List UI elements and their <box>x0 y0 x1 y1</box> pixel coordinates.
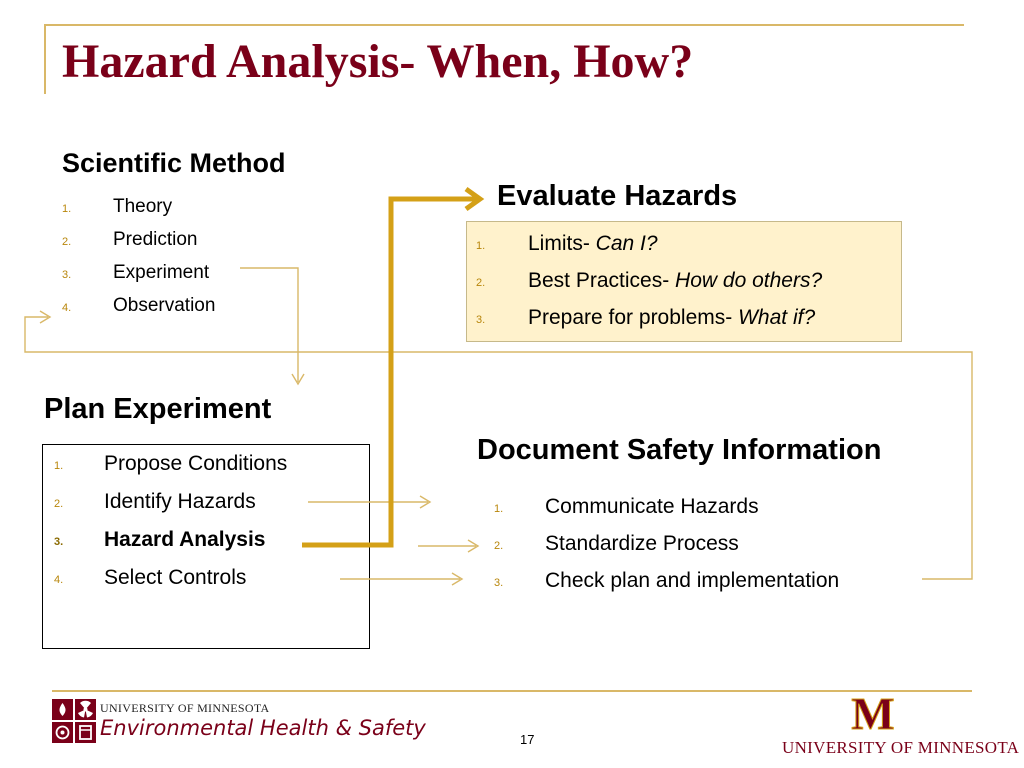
scientific-method-heading: Scientific Method <box>62 148 286 178</box>
document-safety-heading: Document Safety Information <box>477 434 882 466</box>
university-wordmark: UNIVERSITY OF MINNESOTA <box>782 738 1020 757</box>
evaluate-hazards-heading: Evaluate Hazards <box>497 180 738 212</box>
list-number: 1. <box>494 503 504 515</box>
list-number: 2. <box>476 277 486 289</box>
list-number: 4. <box>54 574 64 586</box>
slide-title: Hazard Analysis- When, How? <box>62 35 694 88</box>
page-number: 17 <box>520 732 535 747</box>
list-number: 2. <box>62 236 72 248</box>
item-text: Limits- <box>528 232 596 255</box>
list-number: 3. <box>54 536 64 548</box>
list-label: Theory <box>113 196 173 217</box>
list-label: Hazard Analysis <box>104 528 266 551</box>
list-number: 1. <box>54 460 64 472</box>
footer-department: Environmental Health & Safety <box>100 716 426 740</box>
list-label: Observation <box>113 295 216 316</box>
list-label: Experiment <box>113 262 210 283</box>
item-text: Best Practices- <box>528 269 676 292</box>
item-emphasis: How do others? <box>675 269 823 292</box>
arrow-experiment-to-plan <box>240 268 298 382</box>
item-text: Prepare for problems- <box>528 306 739 329</box>
footer-rule <box>52 690 972 692</box>
list-label: Prediction <box>113 229 198 250</box>
ehs-symbols-icon <box>52 699 96 743</box>
plan-experiment-heading: Plan Experiment <box>44 393 272 425</box>
list-number: 3. <box>62 269 72 281</box>
item-emphasis: What if? <box>738 306 816 329</box>
list-number: 2. <box>54 498 64 510</box>
list-number: 1. <box>62 203 72 215</box>
umn-block-m-logo <box>843 688 903 739</box>
list-label: Check plan and implementation <box>545 569 840 592</box>
arrow-loop-to-observation <box>25 317 972 579</box>
list-number: 3. <box>476 314 486 326</box>
list-label: Communicate Hazards <box>545 495 759 518</box>
list-label: Standardize Process <box>545 532 739 555</box>
list-number: 2. <box>494 540 504 552</box>
arrow-analysis-to-evaluate <box>302 199 476 545</box>
block-m-letter: M <box>851 688 895 739</box>
list-label: Identify Hazards <box>104 490 256 513</box>
list-number: 3. <box>494 577 504 589</box>
item-emphasis: Can I? <box>595 232 658 255</box>
list-label: Select Controls <box>104 566 247 589</box>
list-label: Propose Conditions <box>104 452 288 475</box>
footer-university-small: UNIVERSITY OF MINNESOTA <box>100 701 270 715</box>
list-number: 4. <box>62 302 72 314</box>
list-number: 1. <box>476 240 486 252</box>
